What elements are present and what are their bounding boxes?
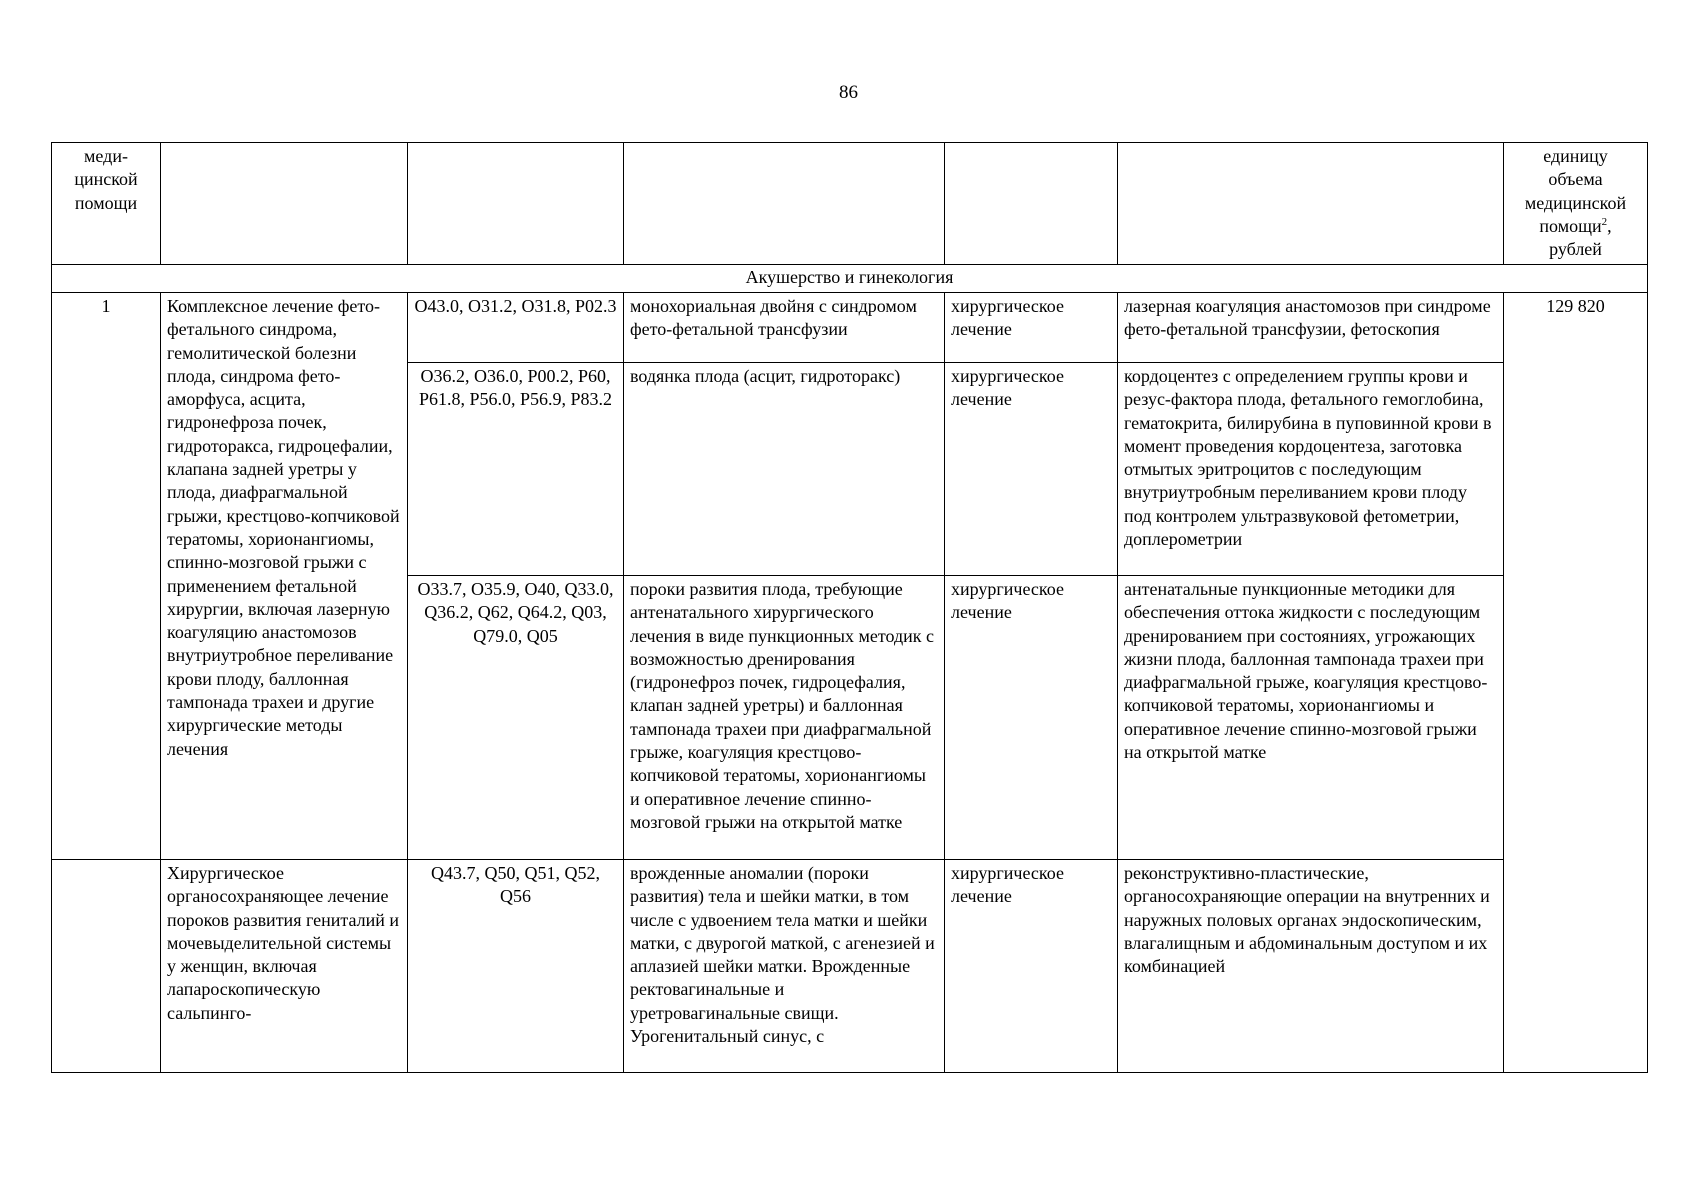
- procedure-name-cell: Хирургическое органосохраняющее лечение пороков развития гениталий и мочевыделительной системы у женщин, включая лапароскопическую сальпинго-: [161, 860, 408, 1073]
- treatment-type-cell: хирургическое лечение: [945, 363, 1118, 576]
- treatment-type-cell: хирургическое лечение: [945, 860, 1118, 1073]
- page-number: 86: [839, 82, 858, 103]
- patient-model-cell: пороки развития плода, требующие антенатального хирургического лечения в виде пункционных методик с возможностью дренирования (гидронефроз почек, гидроцефалия, клапан задней уретры) и баллонная тампонада трахеи при диафрагмальной грыже, коагуляция крестцово-копчиковой тератомы, хорионангиомы и оперативное лечение спинно-мозговой грыжи на открытой матке: [624, 576, 945, 860]
- footnote-marker: 2: [1601, 215, 1608, 228]
- row-number-cell: [52, 860, 161, 1073]
- treatment-method-cell: антенатальные пункционные методики для обеспечения оттока жидкости с последующим дренированием при состояниях, угрожающих жизни плода, баллонная тампонада трахеи при диафрагмальной грыже, коагуляция крестцово-копчиковой тератомы, хорионангиомы и оперативное лечение спинно-мозговой грыжи на открытой матке: [1118, 576, 1504, 860]
- diagnosis-codes-cell: Q43.7, Q50, Q51, Q52, Q56: [408, 860, 624, 1073]
- diagnosis-codes-cell: O33.7, O35.9, O40, Q33.0, Q36.2, Q62, Q64.2, Q03, Q79.0, Q05: [408, 576, 624, 860]
- header-cost-text: единицу объема медицинской помощи: [1524, 146, 1627, 236]
- treatment-method-cell: лазерная коагуляция анастомозов при синдроме фето-фетальной трансфузии, фетоскопия: [1118, 293, 1504, 363]
- medical-care-table: [51, 142, 1648, 1073]
- patient-model-cell: монохориальная двойня с синдромом фето-фетальной трансфузии: [624, 293, 945, 363]
- header-care-type-cell: [52, 143, 161, 265]
- table-row: [52, 860, 1648, 1073]
- table-header-row: [52, 143, 1648, 265]
- header-empty-cell: [624, 143, 945, 265]
- header-empty-cell: [161, 143, 408, 265]
- treatment-method-cell: кордоцентез с определением группы крови и резус-фактора плода, фетального гемоглобина, гематокрита, билирубина в пуповинной крови в момент проведения кордоцентеза, заготовка отмытых эритроцитов с последующим внутриутробным переливанием крови плоду под контролем ультразвуковой фетометрии, доплерометрии: [1118, 363, 1504, 576]
- header-empty-cell: [1118, 143, 1504, 265]
- procedure-name-cell: Комплексное лечение фето-фетального синдрома, гемолитической болезни плода, синдрома фето-аморфуса, асцита, гидронефроза почек, гидроторакса, гидроцефалии, клапана задней уретры у плода, диафрагмальной грыжи, крестцово-копчиковой тератомы, хорионангиомы, спинно-мозговой грыжи с применением фетальной хирургии, включая лазерную коагуляцию анастомозов внутриутробное переливание крови плоду, баллонная тампонада трахеи и другие хирургические методы лечения: [161, 293, 408, 860]
- header-cost-cell: [1504, 143, 1648, 265]
- section-title: Акушерство и гинекология: [52, 265, 1648, 293]
- treatment-method-cell: реконструктивно-пластические, органосохраняющие операции на внутренних и наружных половых органах эндоскопическим, влагалищным и абдоминальным доступом и их комбинацией: [1118, 860, 1504, 1073]
- header-empty-cell: [945, 143, 1118, 265]
- treatment-type-cell: хирургическое лечение: [945, 576, 1118, 860]
- diagnosis-codes-cell: O43.0, O31.2, O31.8, P02.3: [408, 293, 624, 363]
- cost-cell: 129 820: [1504, 293, 1648, 1073]
- header-cost-tail: , рублей: [1549, 215, 1612, 260]
- header-care-type-text: меди- цинской помощи: [74, 146, 138, 213]
- header-empty-cell: [408, 143, 624, 265]
- patient-model-cell: водянка плода (асцит, гидроторакс): [624, 363, 945, 576]
- table-row: [52, 293, 1648, 363]
- treatment-type-cell: хирургическое лечение: [945, 293, 1118, 363]
- patient-model-cell: врожденные аномалии (пороки развития) тела и шейки матки, в том числе с удвоением тела матки и шейки матки, с двурогой маткой, с агенезией и аплазией шейки матки. Врожденные ректовагинальные и уретровагинальные свищи. Урогенитальный синус, с: [624, 860, 945, 1073]
- row-number-cell: 1: [52, 293, 161, 860]
- diagnosis-codes-cell: O36.2, O36.0, P00.2, P60, P61.8, P56.0, P56.9, P83.2: [408, 363, 624, 576]
- section-row: [52, 265, 1648, 293]
